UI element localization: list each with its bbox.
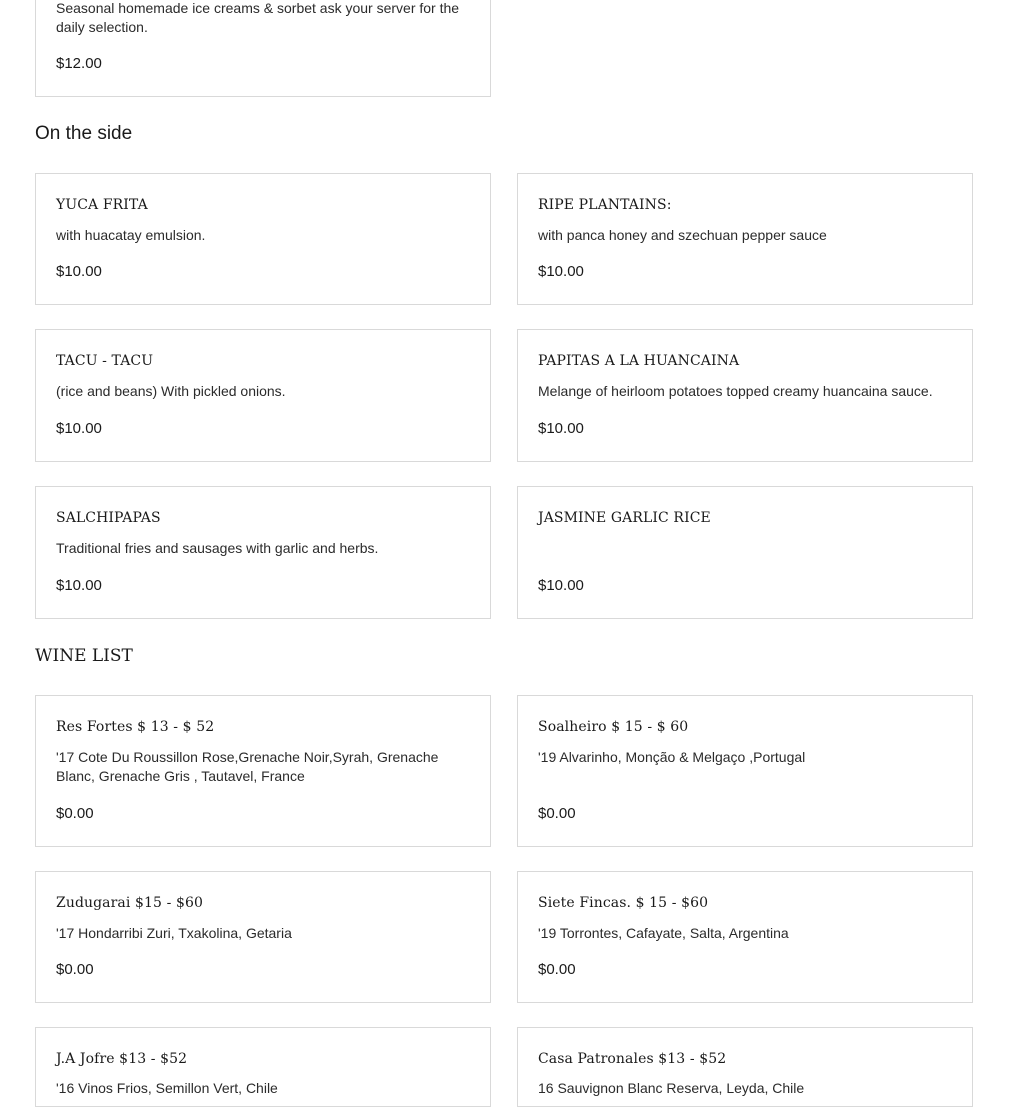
menu-item-card <box>35 1027 491 1107</box>
item-price: $0.00 <box>538 805 576 822</box>
item-description: '17 Hondarribi Zuri, Txakolina, Getaria <box>56 925 292 941</box>
item-price: $10.00 <box>56 577 102 594</box>
menu-item-card <box>517 695 973 847</box>
menu-item-card <box>517 871 973 1003</box>
item-name: RIPE PLANTAINS: <box>538 197 672 213</box>
item-description: with panca honey and szechuan pepper sauce <box>538 227 827 243</box>
menu-item-card <box>35 329 491 462</box>
item-description: with huacatay emulsion. <box>56 227 206 243</box>
item-description: '19 Alvarinho, Monção & Melgaço ,Portugal <box>538 749 806 765</box>
item-price: $10.00 <box>538 577 584 594</box>
item-price: $0.00 <box>56 961 94 978</box>
item-description: (rice and beans) With pickled onions. <box>56 383 286 399</box>
item-name: Zudugarai $15 - $60 <box>56 895 203 911</box>
menu-item-card <box>517 1027 973 1107</box>
item-description: '16 Vinos Frios, Semillon Vert, Chile <box>56 1080 278 1096</box>
item-name: PAPITAS A LA HUANCAINA <box>538 353 740 369</box>
item-name: YUCA FRITA <box>56 197 148 213</box>
menu-item-card <box>35 871 491 1003</box>
menu-item-card <box>517 329 973 462</box>
item-price: $0.00 <box>56 805 94 822</box>
menu-item-card <box>35 695 491 847</box>
item-description: 16 Sauvignon Blanc Reserva, Leyda, Chile <box>538 1080 805 1096</box>
menu-item-card <box>517 486 973 619</box>
item-name: SALCHIPAPAS <box>56 510 161 526</box>
item-description: '19 Torrontes, Cafayate, Salta, Argentina <box>538 925 789 941</box>
item-price: $10.00 <box>538 263 584 280</box>
item-name: Res Fortes $ 13 - $ 52 <box>56 719 215 735</box>
item-description: Traditional fries and sausages with garlic and herbs. <box>56 540 379 556</box>
item-name: TACU - TACU <box>56 353 154 369</box>
menu-item-card <box>35 486 491 619</box>
item-price: $10.00 <box>56 263 102 280</box>
menu-item-card <box>517 173 973 305</box>
item-name: Siete Fincas. $ 15 - $60 <box>538 895 709 911</box>
section-title-wine-list: WINE LIST <box>35 646 133 666</box>
item-price: $0.00 <box>538 961 576 978</box>
item-price: $12.00 <box>56 55 102 72</box>
item-name: JASMINE GARLIC RICE <box>538 510 711 526</box>
menu-item-card <box>35 0 491 97</box>
item-price: $10.00 <box>56 420 102 437</box>
item-name: Casa Patronales $13 - $52 <box>538 1051 727 1067</box>
item-description: Melange of heirloom potatoes topped creamy huancaina sauce. <box>538 383 933 399</box>
item-description: '17 Cote Du Roussillon Rose,Grenache Noir,Syrah, Grenache Blanc, Grenache Gris , Tautavel, France <box>56 749 439 784</box>
menu-item-card <box>35 173 491 305</box>
item-name: Soalheiro $ 15 - $ 60 <box>538 719 689 735</box>
item-description: Seasonal homemade ice creams & sorbet ask your server for the daily selection. <box>56 0 460 35</box>
item-name: J.A Jofre $13 - $52 <box>56 1051 188 1067</box>
item-price: $10.00 <box>538 420 584 437</box>
section-title-on-the-side: On the side <box>35 123 133 144</box>
